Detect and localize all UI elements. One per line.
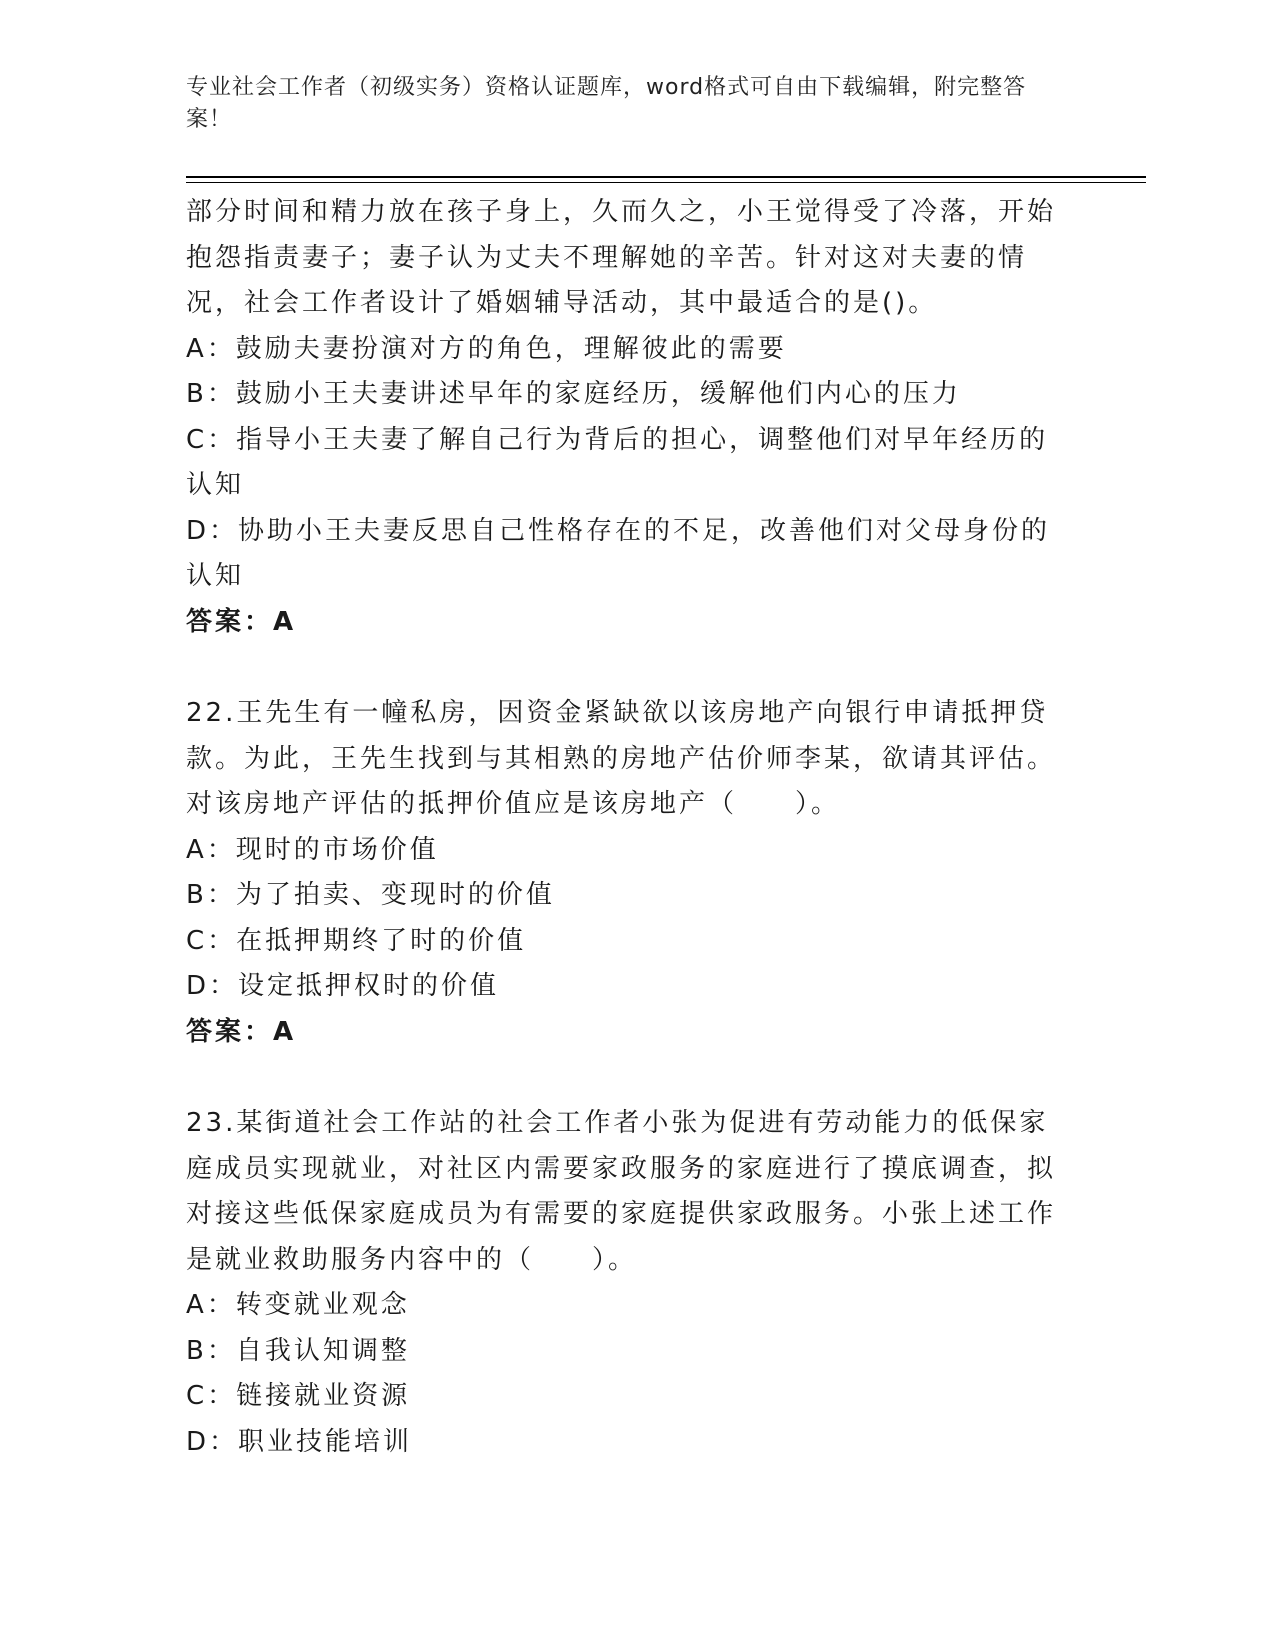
option-d: D：职业技能培训 xyxy=(186,1426,413,1457)
option-d: D：设定抵押权时的价值 xyxy=(186,971,500,1001)
header-divider-thick xyxy=(186,176,1146,178)
question-content xyxy=(186,190,1066,1465)
answer-label: 答案：A xyxy=(186,606,297,637)
answer-label: 答案：A xyxy=(186,1016,297,1047)
question-21-tail xyxy=(186,190,1066,645)
option-b: B：鼓励小王夫妻讲述早年的家庭经历，缓解他们内心的压力 xyxy=(186,379,961,409)
question-22 xyxy=(186,691,1066,1055)
header-divider-thin xyxy=(186,182,1146,183)
question-stem: 22.王先生有一幢私房，因资金紧缺欲以该房地产向银行申请抵押贷款。为此，王先生找到与其相熟的房地产估价师李某，欲请其评估。对该房地产评估的抵押价值应是该房地产（ ）。 xyxy=(186,698,1057,819)
option-a: A：转变就业观念 xyxy=(186,1290,410,1320)
option-a: A：鼓励夫妻扮演对方的角色，理解彼此的需要 xyxy=(186,333,787,364)
option-c: C：在抵押期终了时的价值 xyxy=(186,925,527,956)
question-stem: 23.某街道社会工作站的社会工作者小张为促进有劳动能力的低保家庭成员实现就业，对社区内需要家政服务的家庭进行了摸底调查，拟对接这些低保家庭成员为有需要的家庭提供家政服务。小张上述工作是就业救助服务内容中的（ ）。 xyxy=(186,1108,1057,1275)
option-b: B：为了拍卖、变现时的价值 xyxy=(186,880,555,910)
option-b: B：自我认知调整 xyxy=(186,1335,410,1366)
option-c: C：链接就业资源 xyxy=(186,1381,411,1411)
spacer xyxy=(186,1055,1066,1101)
spacer xyxy=(186,645,1066,691)
question-stem: 部分时间和精力放在孩子身上，久而久之，小王觉得受了冷落，开始抱怨指责妻子；妻子认为丈夫不理解她的辛苦。针对这对夫妻的情况，社会工作者设计了婚姻辅导活动，其中最适合的是()。 xyxy=(186,197,1057,318)
option-d: D：协助小王夫妻反思自己性格存在的不足，改善他们对父母身份的认知 xyxy=(186,515,1051,591)
option-c: C：指导小王夫妻了解自己行为背后的担心，调整他们对早年经历的认知 xyxy=(186,424,1049,500)
question-23 xyxy=(186,1101,1066,1465)
page-header: 专业社会工作者（初级实务）资格认证题库，word格式可自由下载编辑，附完整答案！ xyxy=(186,75,1027,132)
option-a: A：现时的市场价值 xyxy=(186,834,439,865)
